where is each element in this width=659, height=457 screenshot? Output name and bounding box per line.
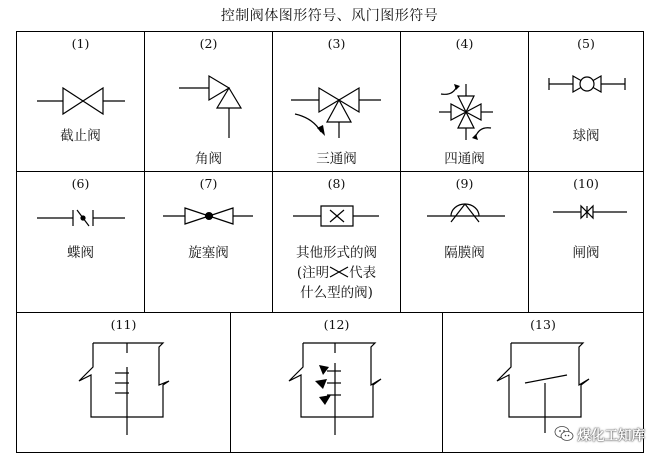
symbol-number: (2) [199,36,218,51]
gate-valve-symbol [529,172,645,314]
symbol-cell-four-way-valve [400,31,529,172]
symbol-number: (1) [71,36,90,51]
symbol-note-part: 代表 [349,265,377,281]
symbol-cell-damper-11 [16,312,231,453]
watermark [554,423,646,445]
damper-symbol-11 [17,313,232,454]
symbol-cell-angle-valve [144,31,273,172]
symbol-label: 三通阀 [316,151,357,167]
symbol-label: 闸阀 [572,245,600,261]
symbol-number: (10) [573,176,599,191]
symbol-label: 旋塞阀 [188,245,229,261]
symbol-number: (5) [577,36,595,51]
symbol-number: (3) [327,36,346,51]
wechat-icon [554,425,574,443]
symbol-number: (12) [323,317,350,332]
cross-mark-icon [329,266,349,278]
symbol-cell-globe-valve [16,31,145,172]
symbol-label: 角阀 [195,151,222,167]
symbol-cell-damper-12 [230,312,443,453]
symbol-cell-gate-valve [528,171,644,313]
symbol-number: (13) [530,317,556,332]
symbol-cell-diaphragm-valve [400,171,529,313]
page-title: 控制阀体图形符号、风门图形符号 [220,8,439,24]
diaphragm-valve-symbol [401,172,530,314]
symbol-number: (8) [327,176,346,191]
symbol-cell-butterfly-valve [16,171,145,313]
symbol-number: (9) [455,176,474,191]
watermark-text: 煤化工知库 [577,428,645,444]
symbol-label: 四通阀 [444,151,485,167]
globe-valve-symbol [17,32,146,173]
symbol-label: 其他形式的阀 [296,245,377,261]
symbol-label: 隔膜阀 [444,245,485,261]
symbol-cell-ball-valve [528,31,644,172]
symbol-label: 球阀 [572,128,600,144]
symbol-number: (4) [455,36,474,51]
symbol-cell-other-valve [272,171,401,313]
ball-valve-symbol [529,32,645,173]
butterfly-valve-symbol [17,172,146,314]
symbol-cell-plug-valve [144,171,273,313]
symbol-number: (11) [110,317,137,332]
symbol-note: 什么型的阀) [300,285,373,301]
symbol-cell-three-way-valve [272,31,401,172]
symbol-label: 蝶阀 [67,245,94,261]
symbol-number: (7) [199,176,218,191]
symbol-label: 截止阀 [60,128,101,144]
symbol-note-part: (注明 [296,265,330,281]
symbol-note [273,264,400,283]
plug-valve-symbol [145,172,274,314]
symbol-number: (6) [71,176,90,191]
damper-symbol-12 [231,313,444,454]
